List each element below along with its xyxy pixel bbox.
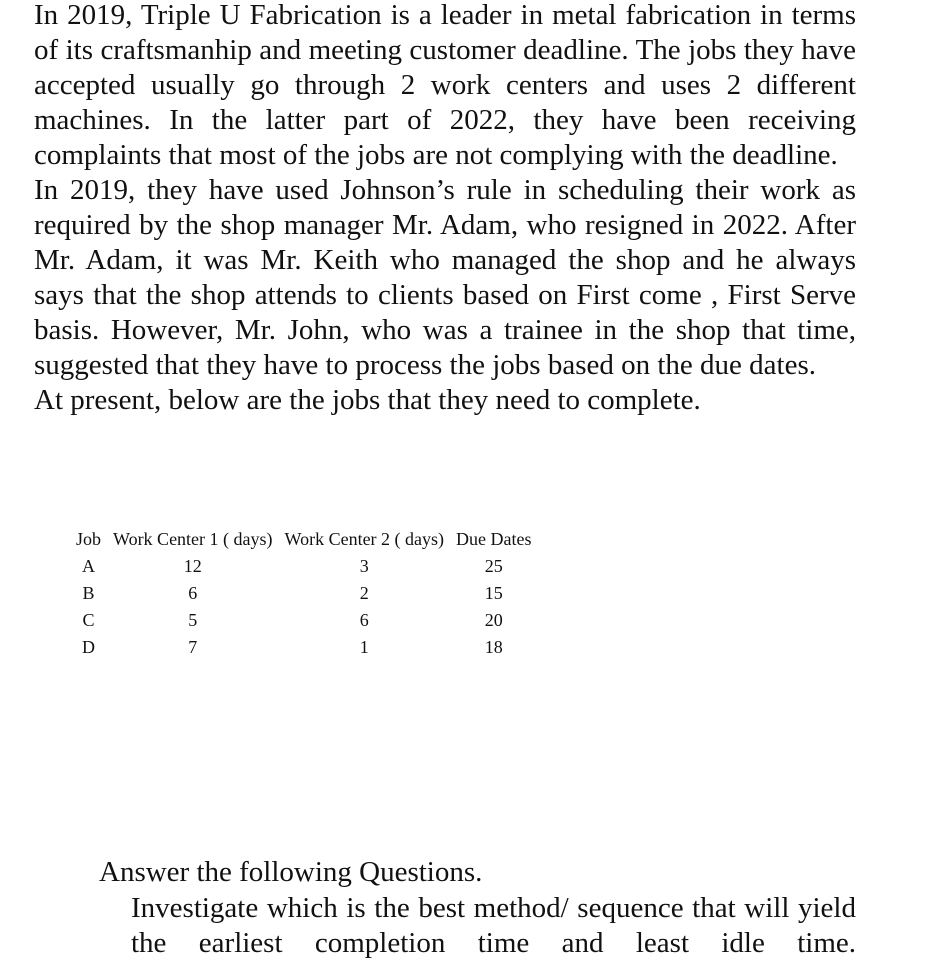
work-center-1-cell: 5: [188, 610, 198, 630]
job-cell: C: [82, 610, 95, 630]
work-center-2-cell: 6: [359, 610, 369, 630]
header-due-dates: Due Dates: [456, 529, 532, 549]
table-row: [70, 607, 538, 634]
intro-paragraph-scheduling: In 2019, they have used Johnson’s rule in scheduling their work as required by the shop manager Mr. Adam, who resigned in 2022. After Mr. Adam, it was Mr. Keith who managed the shop and he always says that the shop attends to clients based on First come , First Serve basis. However, Mr. John, who was a trainee in the shop that time, suggested that they have to process the jobs based on the due dates.: [34, 174, 856, 381]
job-cell: D: [82, 637, 95, 657]
work-center-1-cell: 6: [188, 583, 198, 603]
work-center-2-cell: 3: [359, 556, 369, 576]
intro-paragraph-present: At present, below are the jobs that they need to complete.: [34, 384, 701, 416]
due-date-cell: 20: [484, 610, 503, 630]
table-header-row: [70, 526, 538, 553]
table-row: [70, 634, 538, 661]
job-cell: B: [82, 583, 95, 603]
jobs-table: [70, 526, 538, 661]
intro-paragraph-history: In 2019, Triple U Fabrication is a leader in metal fabrication in terms of its craftsmanhip and meeting customer deadline. The jobs they have accepted usually go through 2 work centers and uses 2 different machines. In the latter part of 2022, they have been receiving complaints that most of the jobs are not complying with the deadline.: [34, 0, 856, 171]
table-row: [70, 553, 538, 580]
table-row: [70, 580, 538, 607]
work-center-1-cell: 12: [183, 556, 202, 576]
work-center-1-cell: 7: [188, 637, 198, 657]
due-date-cell: 15: [484, 583, 503, 603]
work-center-2-cell: 2: [359, 583, 369, 603]
question-item: Investigate which is the best method/ sequence that will yield the earliest completion time and least idle time.: [131, 892, 856, 959]
work-center-2-cell: 1: [359, 637, 369, 657]
header-work-center-2: Work Center 2 ( days): [284, 529, 445, 549]
due-date-cell: 18: [484, 637, 503, 657]
questions-heading: Answer the following Questions.: [99, 856, 483, 888]
header-job: Job: [76, 529, 102, 549]
header-work-center-1: Work Center 1 ( days): [113, 529, 273, 549]
problem-statement: [34, 0, 856, 418]
due-date-cell: 25: [484, 556, 503, 576]
job-cell: A: [82, 556, 95, 576]
